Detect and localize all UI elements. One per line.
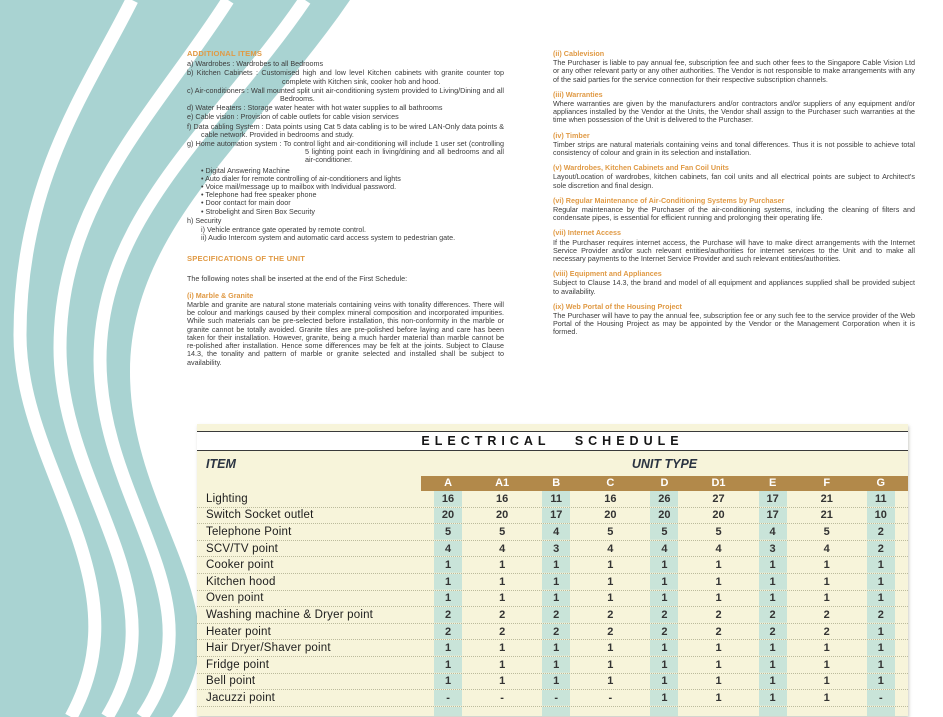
table-row xyxy=(197,524,908,541)
list-item: e) Cable vision : Provision of cable outlets for cable vision services xyxy=(187,112,399,122)
spec-section xyxy=(553,270,915,296)
table-footer-strip-cell xyxy=(529,707,583,716)
unit-type-column-header: D xyxy=(660,477,669,489)
value-cell: 2 xyxy=(421,624,475,640)
value-cell: 1 xyxy=(637,591,691,607)
spec-section-heading: (viii) Equipment and Appliances xyxy=(553,269,662,279)
value-cell: 1 xyxy=(529,674,583,690)
spec-section-heading: (ix) Web Portal of the Housing Project xyxy=(553,301,682,311)
table-footer-strip-cell xyxy=(421,707,475,716)
spec-section-heading: (iv) Timber xyxy=(553,130,590,140)
value-cell: 16 xyxy=(421,491,475,507)
list-item: i) Vehicle entrance gate operated by remote control. xyxy=(201,225,367,235)
unit-type-column-header: C xyxy=(606,477,615,489)
value-cell: 2 xyxy=(823,608,830,621)
value-cell: 1 xyxy=(421,674,475,690)
table-body xyxy=(197,491,908,707)
item-label: Switch Socket outlet xyxy=(206,509,314,522)
item-label: Washing machine & Dryer point xyxy=(206,608,374,621)
value-cell: 1 xyxy=(823,642,830,655)
table-footer-strip-cell xyxy=(854,707,908,716)
value-cell: 26 xyxy=(637,491,691,507)
left-spec-sections xyxy=(187,292,504,367)
value-cell: 2 xyxy=(499,608,506,621)
item-label: Hair Dryer/Shaver point xyxy=(206,642,331,655)
value-cell: 2 xyxy=(854,541,908,557)
value-cell: 1 xyxy=(715,592,722,605)
spec-section xyxy=(553,164,915,190)
value-cell: 2 xyxy=(529,624,583,640)
spec-section-heading: (iii) Warranties xyxy=(553,89,603,99)
list-item: f) Data cabling System : Data points using Cat 5 data cabling is to be wired LAN-Only data points & cable network. Provided in bedrooms and study. xyxy=(187,121,504,139)
bullet-item: • Telephone had free speaker phone xyxy=(201,190,317,200)
bullet-item: • Voice mail/message up to mailbox with Individual password. xyxy=(201,182,397,192)
value-cell: - xyxy=(500,691,504,704)
additional-items-list xyxy=(187,60,504,164)
value-cell: 1 xyxy=(607,559,614,572)
security-sub-list xyxy=(187,226,504,242)
table-row xyxy=(197,690,908,707)
table-row xyxy=(197,574,908,591)
spec-section-body: The Purchaser is liable to pay annual fee, subscription fee and such other fees to the Singapore Cable Vision Ltd or any other relevant party or any other authorities. The Vendor is not responsible to make arrangements with any of the said parties for the service connection for their respective subscription channels. xyxy=(553,58,915,84)
value-cell: 5 xyxy=(499,525,506,538)
value-cell: 1 xyxy=(637,574,691,590)
table-title: ELECTRICAL SCHEDULE xyxy=(421,434,684,448)
value-cell: 3 xyxy=(529,541,583,557)
table-row xyxy=(197,674,908,691)
spec-section xyxy=(553,132,915,158)
value-cell: 5 xyxy=(607,525,614,538)
value-cell: 1 xyxy=(607,658,614,671)
bullet-item: • Door contact for main door xyxy=(201,198,291,208)
value-cell: 1 xyxy=(607,642,614,655)
spec-section-body: The Purchaser will have to pay the annual fee, subscription fee or any such fee to the service provider of the Web Portal of the Housing Project as may be appointed by the Vendor or the Management Corporation when it is formed. xyxy=(553,311,915,337)
value-cell: 1 xyxy=(607,592,614,605)
list-item: a) Wardrobes : Wardrobes to all Bedrooms xyxy=(187,59,324,69)
value-cell: 1 xyxy=(854,591,908,607)
table-row xyxy=(197,640,908,657)
bullet-item: • Strobelight and Siren Box Security xyxy=(201,206,315,216)
value-cell: 2 xyxy=(499,625,506,638)
value-cell: 1 xyxy=(715,559,722,572)
item-label: SCV/TV point xyxy=(206,542,279,555)
electrical-schedule-table xyxy=(197,424,908,716)
value-cell: 2 xyxy=(715,608,722,621)
value-cell: 2 xyxy=(854,524,908,540)
value-cell: 4 xyxy=(607,542,614,555)
table-title-band xyxy=(197,431,908,451)
value-cell: - xyxy=(529,690,583,706)
value-cell: 1 xyxy=(529,591,583,607)
value-cell: 2 xyxy=(607,608,614,621)
item-label: Kitchen hood xyxy=(206,575,276,588)
value-cell: 20 xyxy=(421,508,475,524)
spec-section-heading: (ii) Cablevision xyxy=(553,49,605,58)
spec-section xyxy=(553,197,915,223)
spec-section xyxy=(553,303,915,337)
table-row xyxy=(197,624,908,641)
value-cell: - xyxy=(854,690,908,706)
item-label: Bell point xyxy=(206,675,256,688)
value-cell: 1 xyxy=(499,559,506,572)
table-row xyxy=(197,591,908,608)
value-cell: 5 xyxy=(715,525,722,538)
table-footer-strip-cell xyxy=(637,707,691,716)
unit-type-column-header: G xyxy=(876,477,886,489)
value-cell: 1 xyxy=(854,574,908,590)
unit-type-column-header: E xyxy=(768,477,777,489)
unit-type-column-header-row xyxy=(421,476,908,491)
value-cell: 1 xyxy=(715,675,722,688)
unit-type-column-header: A xyxy=(444,477,453,489)
value-cell: 1 xyxy=(499,575,506,588)
value-cell: 1 xyxy=(421,657,475,673)
value-cell: 2 xyxy=(715,625,722,638)
value-cell: 1 xyxy=(607,675,614,688)
value-cell: 1 xyxy=(529,657,583,673)
table-subheader-row xyxy=(197,451,908,476)
value-cell: 1 xyxy=(823,575,830,588)
value-cell: 1 xyxy=(715,658,722,671)
value-cell: 2 xyxy=(421,607,475,623)
value-cell: 27 xyxy=(712,492,725,505)
bullet-item: • Digital Answering Machine xyxy=(201,165,290,175)
item-label: Telephone Point xyxy=(206,525,292,538)
value-cell: - xyxy=(421,690,475,706)
value-cell: 2 xyxy=(607,625,614,638)
table-footer-strip-cell xyxy=(800,707,854,716)
spec-section-body: Where warranties are given by the manufacturers and/or contractors and/or suppliers of any equipment and/or appliances installed by the Vendor at the Units, the Vendor shall assign to the Purchaser such warranties at the time when possession of the Unit is delivered to the Purchaser. xyxy=(553,99,915,125)
value-cell: 1 xyxy=(746,690,800,706)
value-cell: 1 xyxy=(823,675,830,688)
item-label: Heater point xyxy=(206,625,272,638)
right-column xyxy=(553,50,915,344)
value-cell: 4 xyxy=(499,542,506,555)
value-cell: 4 xyxy=(421,541,475,557)
value-cell: 21 xyxy=(820,492,833,505)
value-cell: 1 xyxy=(823,658,830,671)
value-cell: 1 xyxy=(499,658,506,671)
value-cell: 21 xyxy=(820,509,833,522)
spec-section-heading: (vi) Regular Maintenance of Air-Conditioning Systems by Purchaser xyxy=(553,195,785,205)
value-cell: 1 xyxy=(746,574,800,590)
value-cell: 10 xyxy=(854,508,908,524)
home-automation-bullet-list xyxy=(201,167,504,216)
unit-type-column-header: D1 xyxy=(711,477,726,489)
value-cell: 16 xyxy=(604,492,617,505)
value-cell: 16 xyxy=(496,492,509,505)
value-cell: 1 xyxy=(637,640,691,656)
value-cell: 2 xyxy=(637,607,691,623)
value-cell: 1 xyxy=(854,557,908,573)
value-cell: 5 xyxy=(823,525,830,538)
value-cell: 1 xyxy=(637,690,691,706)
item-column-header: ITEM xyxy=(206,456,236,471)
spec-section xyxy=(553,50,915,84)
value-cell: 1 xyxy=(529,640,583,656)
value-cell: 1 xyxy=(854,640,908,656)
table-row xyxy=(197,508,908,525)
list-item: h) Security xyxy=(187,215,222,225)
item-label: Jacuzzi point xyxy=(206,691,276,704)
bullet-item: • Auto dialer for remote controlling of air-conditioners and lights xyxy=(201,173,401,183)
value-cell: 1 xyxy=(607,575,614,588)
value-cell: 1 xyxy=(529,574,583,590)
value-cell: 1 xyxy=(421,557,475,573)
value-cell: 1 xyxy=(499,642,506,655)
value-cell: 11 xyxy=(529,491,583,507)
value-cell: 1 xyxy=(746,591,800,607)
value-cell: 1 xyxy=(746,674,800,690)
value-cell: 20 xyxy=(496,509,509,522)
spec-section xyxy=(187,292,504,367)
table-footer-strip-cell xyxy=(475,707,529,716)
value-cell: 1 xyxy=(499,592,506,605)
item-label: Lighting xyxy=(206,492,248,505)
value-cell: 2 xyxy=(854,607,908,623)
spec-section-body: If the Purchaser requires internet access, the Purchase will have to make direct arrangements with the Internet Service Provider and/or such relevant entities/authorities for internet services to the Unit and to make all necessary payments to the Internet Service Provider and such relevant entities/authorities. xyxy=(553,237,915,264)
value-cell: 20 xyxy=(712,509,725,522)
spec-section-heading: (v) Wardrobes, Kitchen Cabinets and Fan Coil Units xyxy=(553,163,729,173)
value-cell: 1 xyxy=(823,559,830,572)
value-cell: 4 xyxy=(823,542,830,555)
value-cell: 17 xyxy=(529,508,583,524)
table-row xyxy=(197,657,908,674)
value-cell: 1 xyxy=(854,674,908,690)
security-block xyxy=(187,217,504,243)
spec-section-body: Layout/Location of wardrobes, kitchen cabinets, fan coil units and all electrical points are subject to Architect's sole discretion and final design. xyxy=(553,172,915,190)
value-cell: 1 xyxy=(823,592,830,605)
value-cell: 2 xyxy=(529,607,583,623)
value-cell: 2 xyxy=(746,607,800,623)
value-cell: 1 xyxy=(715,575,722,588)
value-cell: 1 xyxy=(854,657,908,673)
value-cell: 1 xyxy=(529,557,583,573)
value-cell: 20 xyxy=(604,509,617,522)
table-row xyxy=(197,541,908,558)
value-cell: 4 xyxy=(637,541,691,557)
value-cell: 2 xyxy=(823,625,830,638)
list-item: b) Kitchen Cabinets : Customised high and low level Kitchen cabinets with granite counter top complete with Kitchen sink, cooker hob and hood. xyxy=(187,68,504,86)
value-cell: 11 xyxy=(854,491,908,507)
value-cell: 1 xyxy=(637,657,691,673)
value-cell: 5 xyxy=(637,524,691,540)
additional-items-heading: ADDITIONAL ITEMS xyxy=(187,49,263,58)
value-cell: 1 xyxy=(746,640,800,656)
value-cell: 1 xyxy=(421,574,475,590)
list-item: g) Home automation system : To control light and air-conditioning will include 1 user set (controlling 5 lighting point each in living/dining and all bedrooms and all air-conditioner. xyxy=(187,139,504,165)
value-cell: 4 xyxy=(529,524,583,540)
table-footer-strip xyxy=(421,707,908,716)
value-cell: 20 xyxy=(637,508,691,524)
value-cell: 2 xyxy=(746,624,800,640)
item-label: Cooker point xyxy=(206,559,274,572)
unit-type-column-header: B xyxy=(552,477,561,489)
spec-section-body: Marble and granite are natural stone materials containing veins with tonality differences. There will be colour and markings caused by their complex mineral composition and incorporated impurities. While such materials can be pre-selected before installation, this non-conformity in the marble or granite cannot be totally avoided. Granite tiles are pre-polished before laying and care has been taken for their installation. However, granite, being a much harder material than marble cannot be re-polished after installation. Hence some differences may be felt at the joints. Subject to Clause 14.3, the tonality and pattern of marble or granite selected and installed shall be subject to availability. xyxy=(187,300,504,367)
list-item: d) Water Heaters : Storage water heater with hot water supplies to all bathrooms xyxy=(187,103,443,113)
list-item: ii) Audio Intercom system and automatic card access system to pedestrian gate. xyxy=(201,233,456,243)
spec-section xyxy=(553,229,915,263)
specifications-intro: The following notes shall be inserted at the end of the First Schedule: xyxy=(187,273,408,283)
table-row xyxy=(197,607,908,624)
value-cell: 4 xyxy=(746,524,800,540)
item-label: Oven point xyxy=(206,592,264,605)
value-cell: 4 xyxy=(715,542,722,555)
value-cell: 3 xyxy=(746,541,800,557)
value-cell: 1 xyxy=(637,674,691,690)
value-cell: 1 xyxy=(499,675,506,688)
list-item: c) Air-conditioners : Wall mounted split unit air-conditioning system provided to Living/Dining and all Bedrooms. xyxy=(187,85,504,104)
spec-section-body: Subject to Clause 14.3, the brand and model of all equipment and appliances supplied shall be provided subject to availability. xyxy=(553,278,915,296)
spec-section-heading: (vii) Internet Access xyxy=(553,228,622,238)
spec-section-body: Timber strips are natural materials containing veins and tonal differences. Thus it is not possible to achieve total consistency of colour and grain in its selection and installation. xyxy=(553,139,915,158)
left-column xyxy=(187,50,504,374)
unit-type-header: UNIT TYPE xyxy=(631,456,698,471)
value-cell: 2 xyxy=(637,624,691,640)
value-cell: 1 xyxy=(854,624,908,640)
spec-section-body: Regular maintenance by the Purchaser of the air-conditioning systems, including the cleaning of filters and condensate pipes, is essential for efficient running and prolonging their operating life. xyxy=(553,205,915,223)
unit-type-column-header: A1 xyxy=(495,477,510,489)
value-cell: 1 xyxy=(746,557,800,573)
value-cell: 17 xyxy=(746,508,800,524)
table-row xyxy=(197,557,908,574)
value-cell: 1 xyxy=(421,640,475,656)
value-cell: 5 xyxy=(421,524,475,540)
item-label: Fridge point xyxy=(206,658,270,671)
value-cell: 1 xyxy=(637,557,691,573)
value-cell: 1 xyxy=(715,642,722,655)
table-footer-strip-cell xyxy=(746,707,800,716)
table-footer-strip-cell xyxy=(583,707,637,716)
right-spec-sections xyxy=(553,50,915,337)
value-cell: 1 xyxy=(823,691,830,704)
unit-type-column-header: F xyxy=(823,477,831,489)
value-cell: - xyxy=(608,691,613,704)
value-cell: 1 xyxy=(746,657,800,673)
value-cell: 1 xyxy=(715,691,722,704)
table-row xyxy=(197,491,908,508)
specifications-heading: SPECIFICATIONS OF THE UNIT xyxy=(187,254,306,264)
spec-section xyxy=(553,91,915,125)
spec-section-heading: (i) Marble & Granite xyxy=(187,290,254,300)
table-footer-strip-cell xyxy=(691,707,745,716)
value-cell: 1 xyxy=(421,591,475,607)
value-cell: 17 xyxy=(746,491,800,507)
